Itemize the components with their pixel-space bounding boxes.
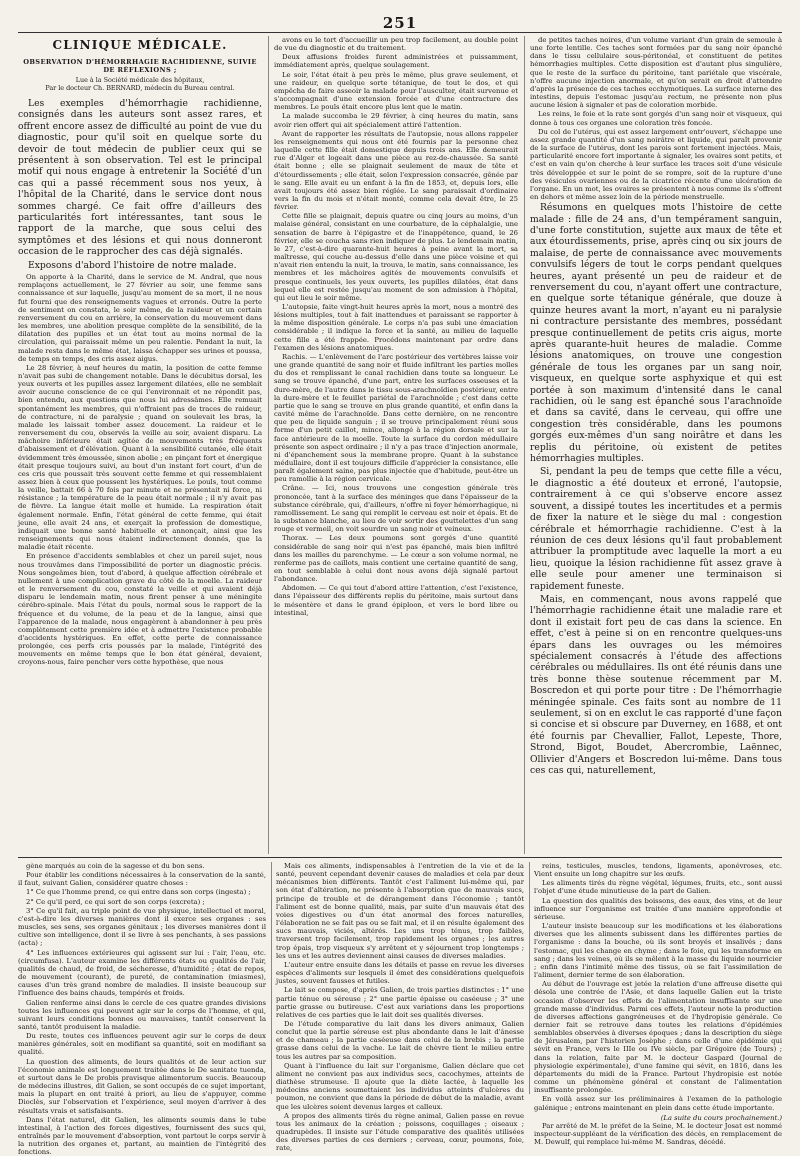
column-divider bbox=[524, 36, 525, 854]
paragraph: La question des qualités des boissons, des eaux, des vins, et de leur influence sur l'organisme est traitée d'une manière approfondie et sérieuse. bbox=[534, 896, 782, 921]
paragraph: On apporte à la Charité, dans le service de M. Andral, que nous remplaçons actuellement, le 27 février au soir, une femme sans connaissance et sur laquelle, jusqu'au moment de sa mort, il ne nous fut fourni que des renseignements vagues et erronés. Outre la perte de sentiment on constata, le soir même, de la raideur et un certain renversement du cou en arrière, la conservation du mouvement dans les membres, une abolition presque complète de la sensibilité, de la dilatation des pupilles et un état tout au moins normal de la circulation, qui paraissait même un peu ralentie. Pendant la nuit, la malade resta dans le même état, laissa échapper ses urines et poussa, de temps en temps, des cris assez aigus. bbox=[18, 273, 262, 363]
paragraph: Quant à l'influence du lait sur l'organisme, Galien déclare que cet aliment ne convient pas aux individus secs, cacochymes, atteints de diathèse strumeuse. Il ajoute que la diète lactée, à laquelle les médecins anciens soumettaient les individus atteints d'ulcères du poumon, ne convient que dans la période de début de la maladie, avant que les ulcères soient devenus larges et calleux. bbox=[276, 1061, 524, 1111]
paragraph: Du col de l'utérus, qui est assez largement entr'ouvert, s'échappe une assez grande quantité d'un sang noirâtre et liquide, qui paraît provenir de la surface de l'utérus, dont les parois sont fortement injectées. Mais, particularité encore fort importante à signaler, les ovaires sont petits, et c'est en vain qu'on cherche à leur surface les traces soit d'une vésicule très développée et sur le point de se rompre, soit de la rupture d'une des vésicules ovariennes ou de la cicatrice récente d'une ulcération de l'organe. En un mot, les ovaires se présentent à nous comme ils s'offrent en dehors et même assez loin de la période menstruelle. bbox=[530, 127, 782, 201]
summary-text bbox=[530, 202, 782, 776]
paragraph: A propos des aliments tirés du règne animal, Galien passe en revue tous les animaux de la création ; poissons, coquillages ; oiseaux ; quadrupèdes. Il insiste sur l'étude comparative des qualités utilisées des diverses parties de ces derniers ; cerveau, cœur, poumons, foie, rate, bbox=[276, 1111, 524, 1153]
paragraph: Crâne. — Ici, nous trouvons une congestion générale très prononcée, tant à la surface des méninges que dans l'épaisseur de la substance cérébrale, qui, d'ailleurs, n'offre ni foyer hémorrhagique, ni ramollissement. Le sang qui remplit le cerveau est noir et épais. Et de la substance blanche, au lieu de voir sortir des gouttelettes d'un sang rouge et vermeil, on voit sourdre un sang noir et veineux. bbox=[274, 484, 518, 534]
paragraph: Le soir, l'état était à peu près le même, plus grave seulement, et une raideur, en quelque sorte tétanique, de tout le dos, et qui empêcha de faire asseoir la malade pour l'ausculter, était survenue et s'accompagnait d'une extension forcée et d'une contracture des membres. Le pouls était encore plus lent que le matin. bbox=[274, 70, 518, 112]
lower-column-2 bbox=[276, 862, 524, 1153]
upper-column-2 bbox=[274, 36, 518, 854]
paragraph: La question des aliments, de leurs qualités et de leur action sur l'économie animale est longuement traitée dans le De sanitate tuenda, et surtout dans le De probis pravisque alimentorum succis. Beaucoup de médecins illustres, dit Galien, se sont occupés de ce sujet important, mais la plupart en ont traité à priori, au lieu de s'appuyer, comme Dioclès, sur l'observation et l'expérience, seul moyen d'arriver à des résultats vrais et satisfaisants. bbox=[18, 1057, 266, 1115]
case-text bbox=[18, 273, 262, 667]
paragraph: Thorax. — Les deux poumons sont gorgés d'une quantité considérable de sang noir qui n'est pas épanché, mais bien infiltré dans les mailles du parenchyme. — Le cœur a son volume normal, ne renferme pas de caillots, mais contient une certaine quantité de sang, en tout semblable à celui dont nous avons déjà signalé partout l'abondance. bbox=[274, 534, 518, 584]
lower-column-3 bbox=[534, 862, 782, 1146]
upper-column-3 bbox=[530, 36, 782, 854]
paragraph: Les reins, le foie et la rate sont gorgés d'un sang noir et visqueux, qui donne à tous ces organes une coloration très foncée. bbox=[530, 110, 782, 127]
column-divider bbox=[529, 862, 530, 1094]
paragraph: gène marqués au coin de la sagesse et du bon sens. bbox=[26, 862, 205, 870]
paragraph: Mais ces aliments, indispensables à l'entretien de la vie et de la santé, peuvent cependant devenir causes de maladies et cela par deux mécanismes bien différents. Tantôt c'est l'aliment lui-même qui, par son état d'altération, ne présente à l'absorption que de mauvais sucs, principe de trouble et de dérangement dans l'économie ; tantôt l'aliment est de bonne qualité, mais, par suite d'un mauvais état des voies digestives ou d'un état anormal des forces naturelles, l'élaboration ne se fait pas ou se fait mal, et il en résulte également des sucs mauvais, viciés, altérés. Les uns trop ténus, trop faibles, traversent trop facilement, trop rapidement les organes ; les autres trop épais, trop visqueux s'y arrêtent et y séjournent trop longtemps ; les uns et les autres deviennent ainsi causes de diverses maladies. bbox=[276, 862, 524, 960]
paragraph: La malade succomba le 29 février, à cinq heures du matin, sans avoir rien offert qui ait spécialement attiré l'attention. bbox=[274, 112, 518, 129]
paragraph: 4° Les influences extérieures qui agissent sur lui : l'air, l'eau, etc. (circumfusa). L'auteur examine les différents états ou qualités de l'air, qualités de chaud, de froid, de sécheresse, d'humidité ; état de repos, de mouvement (courant), de pureté, de contamination (miasmes), causes d'un très grand nombre de maladies. Il insiste beaucoup sur l'influence des bains chauds, tempérés et froids. bbox=[18, 948, 266, 998]
notice-paragraph: Par arrêté de M. le préfet de la Seine, M. le docteur Josat est nommé inspecteur-suppléant de la vérification des décès, en remplacement de M. Dewulf, qui remplace lui-même M. Sandras, décédé. bbox=[534, 1121, 782, 1146]
observation-byline bbox=[18, 76, 262, 92]
page-number: 251 bbox=[382, 14, 418, 32]
paragraph: Abdomen. — Ce qui tout d'abord attire l'attention, c'est l'existence, dans l'épaisseur des différents replis du péritoine, mais surtout dans le mésentère et dans le grand épiploon, et vers le bord libre ou intestinal, bbox=[274, 584, 518, 617]
byline-author: Par le docteur Ch. BERNARD, médecin du Bureau central. bbox=[45, 84, 235, 92]
paragraph: Rachis. — L'enlèvement de l'arc postérieur des vertèbres laisse voir une grande quantité de sang noir et fluide infiltrant les parties molles du dos et remplissant le canal rachidien dans toute sa longueur. Le sang se trouve épanché, d'une part, entre les surfaces osseuses et la dure-mère, de l'autre dans le tissu sous-arachnoïdien postérieur, entre la dure-mère et le feuillet pariétal de l'arachnoïde ; c'est dans cette partie que le sang se trouve en plus grande quantité, et enfin dans la cavité même de l'arachnoïde. Dans cette dernière, on ne rencontre que peu de liquide sanguin ; il se trouve principalement réuni sous forme d'un petit caillot, mince, allongé à la région dorsale et sur la face antérieure de la moelle. Toute la surface du cordon médullaire présente son aspect ordinaire ; il n'y a pas trace d'injection anormale, ni d'épanchement sous la membrane propre. Quant à la substance médullaire, dont il est toujours difficile d'apprécier la consistance, elle paraît également saine, pas plus injectée que d'habitude, peut-être un peu ramollie à la région cervicale. bbox=[274, 352, 518, 484]
paragraph: L'auteur insiste beaucoup sur les modifications et les élaborations diverses que les aliments subissent dans les différentes parties de l'organisme : dans la bouche, où ils sont broyés et insalivés ; dans l'estomac, qui les change en chyme ; dans le foie, qui les transforme en sang ; dans les veines, où ils se mêlent à la masse du liquide nourricier ; enfin dans l'intimité même des tissus, où se fait l'assimilation de l'aliment, dernier terme de son élaboration. bbox=[534, 922, 782, 980]
lower-column-1 bbox=[18, 862, 266, 1156]
upper-section bbox=[18, 36, 782, 854]
paragraph: Le lait se compose, d'après Galien, de trois parties distinctes : 1° une partie ténue ou séreuse ; 2° une partie épaisse ou caséeuse ; 3° une partie grasse ou butireuse. C'est aux variations dans les proportions relatives de ces parties que le lait doit ses qualités diverses. bbox=[276, 986, 524, 1019]
paragraph: Galien renferme ainsi dans le cercle de ces quatre grandes divisions toutes les influences qui peuvent agir sur le corps de l'homme, et qui, suivant leurs conditions bonnes ou mauvaises, tantôt conservent la santé, tantôt produisent la maladie. bbox=[18, 998, 266, 1031]
paragraph: Du reste, toutes ces influences peuvent agir sur le corps de deux manières générales, soit en modifiant sa quantité, soit en modifiant sa qualité. bbox=[18, 1032, 266, 1057]
top-rule bbox=[18, 32, 782, 33]
paragraph: Le 28 février, à neuf heures du matin, la position de cette femme n'avait pas subi de changement notable. Dans le décubitus dorsal, les yeux ouverts et les pupilles assez largement dilatées, elle ne semblait avoir aucune conscience de ce qui l'environnait et ne répondit pas, bien entendu, aux questions que nous lui adressâmes. Elle remuait spontanément les membres, qui n'offraient pas de traces de raideur, de contracture, ni de paralysie ; quand on soulevait les bras, la malade les laissait tomber assez doucement. La raideur et le renversement du cou, observés la veille au soir, avaient disparu. La mâchoire inférieure était agitée de mouvements très fréquents d'abaissement et d'élévation. Quant à la sensibilité cutanée, elle était évidemment très émoussée, sinon abolie ; en pinçant fort et énergique était presque toujours suivi, au bout d'un instant fort court, d'un de ces cris que poussait très souvent cette femme et qui ressemblaient assez bien à ceux que poussent les hystériques. Le pouls, tout comme la veille, battait 66 à 70 fois par minute et ne présentait ni force, ni résistance ; la température de la peau était normale ; il n'y avait pas de fièvre. La langue était molle et humide. La respiration était également normale. Enfin, l'état général de cette femme, qui était jeune, elle avait 24 ans, et exerçait la profession de domestique, indiquait une bonne santé habituelle et annonçait, ainsi que les renseignements qui nous étaient indirectement donnés, que la maladie était récente. bbox=[18, 363, 262, 552]
section-title: CLINIQUE MÉDICALE. bbox=[52, 38, 228, 52]
paragraph: Les exemples d'hémorrhagie rachidienne, consignés dans les auteurs sont assez rares, et offrent encore assez de difficulté au point de vue du diagnostic, pour qu'il soit en quelque sorte du devoir de tout médecin de publier ceux qui se présentent à son observation. Tel est le principal motif qui nous engage à entretenir la Société d'un cas qui a passé récemment sous nos yeux, à l'hôpital de la Charité, dans le service dont nous sommes chargé. Ce fait offre d'ailleurs des particularités fort intéressantes, tant sous le rapport de la marche, que sous celui des symptômes et des lésions et qui nous donneront occasion de le rapprocher des cas déjà signalés. bbox=[18, 98, 262, 258]
paragraph: L'auteur entre ensuite dans les détails et passe en revue les diverses espèces d'aliments sur lesquels il émet des considérations quelquefois justes, souvent fausses et futiles. bbox=[276, 960, 524, 986]
paragraph: Avant de rapporter les résultats de l'autopsie, nous allons rappeler les renseignements qui nous ont été fournis par la personne chez laquelle cette fille était domestique depuis trois ans. Elle demeurait rue d'Alger et logeait dans une pièce au rez-de-chaussée. Sa santé était bonne ; elle se plaignait seulement de maux de tête et d'étourdissements ; elle était, selon l'expression consacrée, gênée par le sang. Elle avait eu un enfant à la fin de 1853, et, depuis lors, elle avait toujours été assez bien réglée. Le sang paraissait d'ordinaire vers la fin du mois et n'était monté, comme cela devait être, le 25 février. bbox=[274, 129, 518, 212]
autopsy-text bbox=[530, 36, 782, 201]
paragraph: Dans l'état naturel, dit Galien, les aliments soumis dans le tube intestinal, à l'action des forces digestives, fournissent des sucs qui, entraînés par le mouvement d'absorption, vont partout le corps servir à la nutrition des organes et, partant, au maintien de l'intégrité des fonctions. bbox=[18, 1115, 266, 1156]
paragraph: L'autopsie, faite vingt-huit heures après la mort, nous a montré des lésions multiples, tout à fait inattendues et paraissant se rapporter à la même disposition générale. Le corps n'a pas subi une émaciation considérable ; il indique la force et la santé, au milieu de laquelle cette fille a été frappée. Procédons maintenant par ordre dans l'examen des lésions anatomiques. bbox=[274, 303, 518, 352]
paragraph: Résumons en quelques mots l'histoire de cette malade : fille de 24 ans, d'un tempérament sanguin, d'une forte constitution, sujette aux maux de tête et aux étourdissements, prise, après cinq ou six jours de malaise, de perte de connaissance avec mouvements convulsifs légers de tout le corps pendant quelques heures, ayant présenté un peu de raideur et de renversement du cou, n'ayant offert une contracture, en quelque sorte tétanique générale, que douze à quinze heures avant la mort, n'ayant eu ni paralysie ni contracture persistante des membres, possédant presque continuellement de petits cris aigus, morte après quarante-huit heures de maladie. Comme lésions anatomiques, on trouve une congestion générale de tous les organes par un sang noir, visqueux, en quelque sorte asphyxique et qui est portée à son maximum d'intensité dans le canal rachidien, où le sang est épanché sous l'arachnoïde et dans sa cavité, dans le cerveau, qui offre une congestion très considérable, dans les poumons gorgés eux-mêmes d'un sang noirâtre et dans les replis du péritoine, où existent de petites hémorrhagies multiples. bbox=[530, 202, 782, 465]
observation-title: OBSERVATION D'HÉMORRHAGIE RACHIDIENNE, SUIVIE DE RÉFLEXIONS ; bbox=[23, 58, 257, 74]
paragraph: En voilà assez sur les préliminaires à l'examen de la pathologie galénique ; entrons maintenant en plein dans cette étude importante. bbox=[534, 1095, 782, 1112]
paragraph: reins, testicules, muscles, tendons, ligaments, aponévroses, etc. Vient ensuite un long chapitre sur les œufs. bbox=[534, 862, 782, 879]
lower-section bbox=[18, 862, 782, 1156]
paragraph: avons eu le tort d'accueillir un peu trop facilement, au double point de vue du diagnostic et du traitement. bbox=[274, 36, 518, 53]
column-divider bbox=[268, 36, 269, 854]
paragraph: Au début de l'ouvrage est jetée la relation d'une affreuse disette qui désola une contrée de l'Asie, et dans laquelle Galien eut la triste occasion d'observer les effets de l'alimentation insuffisante sur une grande masse d'individus. Parmi ces effets, l'auteur note la production de diverses affections gangréneuses et de l'hydropisie générale. Ce dernier fait se retrouve dans toutes les relations d'épidémies semblables observées à diverses époques ; dans la description du siège de Jérusalem, par l'historien Josèphe ; dans celle d'une épidémie qui sévit en France, vers le IIIe ou IVe siècle, par Grégoire (de Tours) ; dans la relation, faite par M. le docteur Gaspard (Journal de physiologie expérimentale), d'une famine qui sévit, en 1816, dans les départements du midi de la France. Partout l'hydropisie est notée comme un phénomène général et constant de l'alimentation insuffisante prolongée. bbox=[534, 980, 782, 1095]
paragraph: 1° Ce que l'homme prend, ce qui entre dans son corps (ingesta) ; bbox=[26, 888, 251, 897]
upper-column-1 bbox=[18, 36, 262, 854]
paragraph: Les aliments tirés du règne végétal, légumes, fruits, etc., sont aussi l'objet d'une étude minutieuse de la part de Galien. bbox=[534, 879, 782, 896]
paragraph: de petites taches noires, d'un volume variant d'un grain de semoule à une forte lentille. Ces taches sont formées par du sang noir épanché dans le tissu cellulaire sous-péritonéal, et constituent de petites hémorrhagies multiples. Cette disposition est d'autant plus singulière, que le reste de la surface du péritoine, tant pariétale que viscérale, n'offre aucune injection anormale, et qu'on serait en droit d'attendre d'après la présence de ces taches ecchymotiques. La surface interne des intestins, depuis l'estomac jusqu'au rectum, ne présente non plus aucune lésion à signaler et pas de coloration morbide. bbox=[530, 36, 782, 110]
paragraph: Deux affusions froides furent administrées et puissamment, immédiatement après, quelque soulagement. bbox=[274, 53, 518, 70]
paragraph: Cette fille se plaignait, depuis quatre ou cinq jours au moins, d'un malaise général, consistant en une courbature, de la céphalalgie, une sensation de barre à l'épigastre et de l'inappétence, quand, le 26 février, elle se coucha sans rien indiquer de plus. Le lendemain matin, le 27, c'est-à-dire quarante-huit heures à peine avant la mort, sa maîtresse, qui couche au-dessus d'elle dans une pièce voisine et qui n'avait rien entendu la nuit, la trouva, le matin, sans connaissance, les membres et les mâchoires agités de mouvements convulsifs et presque continuels, les yeux ouverts, les pupilles dilatées, état dans lequel elle est restée jusqu'au moment de son admission à l'hôpital, qui eut lieu le soir même. bbox=[274, 212, 518, 302]
paragraph: Si, pendant la peu de temps que cette fille a vécu, le diagnostic a été douteux et erroné, l'autopsie, contrairement à ce qui s'observe encore assez souvent, a dissipé toutes les incertitudes et a permis de fixer la nature et le siège du mal : congestion cérébrale et hémorrhagie rachidienne. C'est à la réunion de ces deux lésions qu'il faut probablement attribuer la promptitude avec laquelle la mort a eu lieu, quoique la lésion rachidienne fût assez grave à elle seule pour amener une terminaison si rapidement funeste. bbox=[530, 466, 782, 592]
paragraph: 2° Ce qu'il perd, ce qui sort de son corps (excreta) ; bbox=[26, 897, 205, 906]
continuation-note: (La suite du cours prochainement.) bbox=[660, 1113, 782, 1122]
section-rule bbox=[18, 857, 782, 858]
paragraph: Mais, en commençant, nous avons rappelé que l'hémorrhagie rachidienne était une maladie rare et dont il existait fort peu de cas dans la science. En effet, c'est à peine si on en rencontre quelques-uns épars dans les ouvrages ou les mémoires spécialement consacrés à l'étude des affections cérébrales ou médullaires. Ils ont été réunis dans une très bonne thèse soutenue récemment par M. Boscredon et qui porte pour titre : De l'hémorrhagie méningée spinale. Ces faits sont au nombre de 11 seulement, si on en exclut le cas rapporté d'une façon si concise et si obscure par Duverney, en 1688, et ont été fournis par Chevallier, Fallot, Lepeste, Thore, Strond, Bigot, Boudet, Abercrombie, Laënnec, Ollivier d'Angers et Boscredon lui-même. Dans tous ces cas qui, naturellement, bbox=[530, 593, 782, 777]
paragraph: En présence d'accidents semblables et chez un pareil sujet, nous nous trouvâmes dans l'impossibilité de porter un diagnostic précis. Nous songeâmes bien, tout d'abord, à quelque affection cérébrale et nullement à une complication grave du côté de la moelle. La raideur et le renversement du cou, constaté la veille et qui avaient déjà disparu le lendemain matin, nous firent penser à une méningite cérébro-spinale. Mais l'état du pouls, normal sous le rapport de la fréquence et du volume, de la peau et de la langue, ainsi que l'apparence de la malade, nous engagèrent à abandonner à peu près complètement cette première idée et à admettre l'existence probable d'accidents hystériques. En effet, cette perte de connaissance prolongée, ces perfs cris poussés par la malade, l'intégrité des mouvements en même temps que le bon état général, devaient, croyons-nous, faire pencher vers cette hypothèse, que nous bbox=[18, 552, 262, 667]
paragraph: 3° Ce qu'il fait, au triple point de vue physique, intellectuel et moral, c'est-à-dire les diverses manières dont il exerce ses organes : ses muscles, ses sens, ses organes génitaux ; les diverses manières dont il cultive son intelligence, dont il se livre à ses penchants, à ses passions (acta) ; bbox=[18, 906, 266, 948]
paragraph: De l'étude comparative du lait dans les divers animaux, Galien conclut que la partie séreuse est plus abondante dans le lait d'ânesse et de chameau ; la partie caséeuse dans celui de la brebis ; la partie grasse dans celui de la vache. Le lait de chèvre tient le milieu entre tous les autres par sa composition. bbox=[276, 1019, 524, 1061]
byline-society: Lue à la Société médicale des hôpitaux, bbox=[75, 76, 205, 84]
paragraph: Pour établir les conditions nécessaires à la conservation de la santé, il faut, suivant Galien, considérer quatre choses : bbox=[18, 871, 266, 888]
paragraph: Exposons d'abord l'histoire de notre malade. bbox=[28, 259, 237, 271]
column-divider bbox=[271, 862, 272, 1094]
lead-text bbox=[18, 98, 262, 271]
